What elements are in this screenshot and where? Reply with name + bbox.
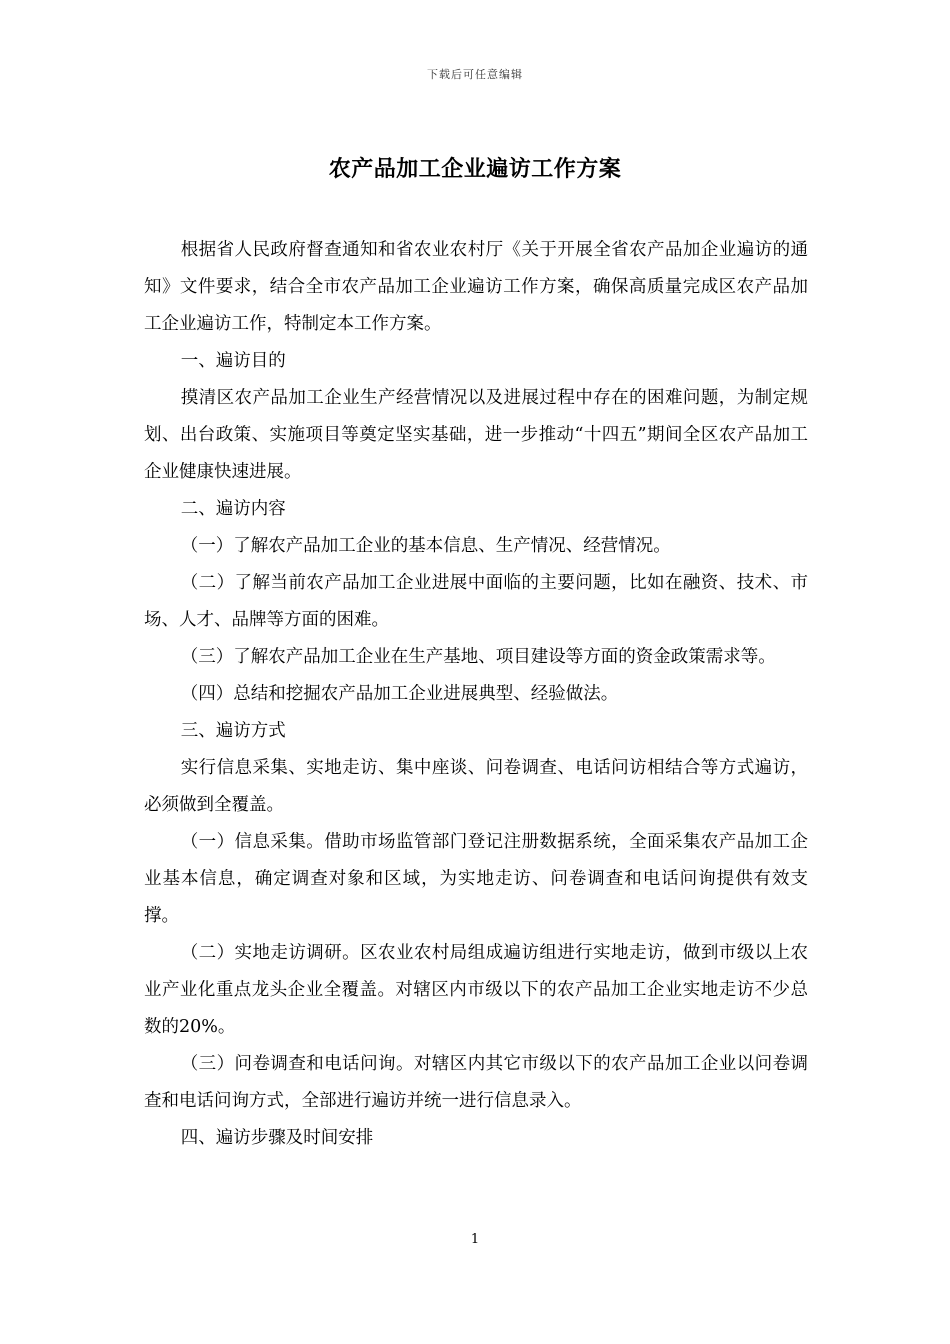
page-number: 1	[470, 1232, 480, 1247]
section-heading-1: 一、遍访目的	[180, 351, 286, 371]
method-item-1: （一）信息采集。借助市场监管部门登记注册数据系统，全面采集农产品加工企业基本信息，确定调查对象和区域，为实地走访、问卷调查和电话问询提供有效支撑。	[144, 832, 808, 926]
paragraph-intro: 根据省人民政府督查通知和省农业农村厅《关于开展全省农产品加企业遍访的通知》文件要求，结合全市农产品加工企业遍访工作方案，确保高质量完成区农产品加工企业遍访工作，特制定本工作方案。	[144, 240, 808, 334]
section-heading-4: 四、遍访步骤及时间安排	[180, 1128, 374, 1148]
method-item-2: （二）实地走访调研。区农业农村局组成遍访组进行实地走访，做到市级以上农业产业化重点龙头企业全覆盖。对辖区内市级以下的农产品加工企业实地走访不少总数的20%。	[144, 943, 808, 1037]
document-body	[144, 232, 808, 1157]
header-note: 下载后可任意编辑	[427, 68, 523, 81]
section-heading-3: 三、遍访方式	[180, 721, 286, 741]
section-heading-2: 二、遍访内容	[180, 499, 286, 519]
content-item-3: （三）了解农产品加工企业在生产基地、项目建设等方面的资金政策需求等。	[180, 647, 776, 667]
paragraph-method: 实行信息采集、实地走访、集中座谈、问卷调查、电话问访相结合等方式遍访，必须做到全覆盖。	[144, 758, 808, 815]
content-item-4: （四）总结和挖掘农产品加工企业进展典型、经验做法。	[180, 684, 619, 704]
paragraph-purpose: 摸清区农产品加工企业生产经营情况以及进展过程中存在的困难问题，为制定规划、出台政策、实施项目等奠定坚实基础，进一步推动“十四五”期间全区农产品加工企业健康快速进展。	[144, 388, 808, 482]
content-item-2: （二）了解当前农产品加工企业进展中面临的主要问题，比如在融资、技术、市场、人才、品牌等方面的困难。	[144, 573, 808, 630]
content-item-1: （一）了解农产品加工企业的基本信息、生产情况、经营情况。	[180, 536, 671, 556]
method-item-3: （三）问卷调查和电话问询。对辖区内其它市级以下的农产品加工企业以问卷调查和电话问询方式，全部进行遍访并统一进行信息录入。	[144, 1054, 808, 1111]
document-title: 农产品加工企业遍访工作方案	[328, 156, 622, 182]
